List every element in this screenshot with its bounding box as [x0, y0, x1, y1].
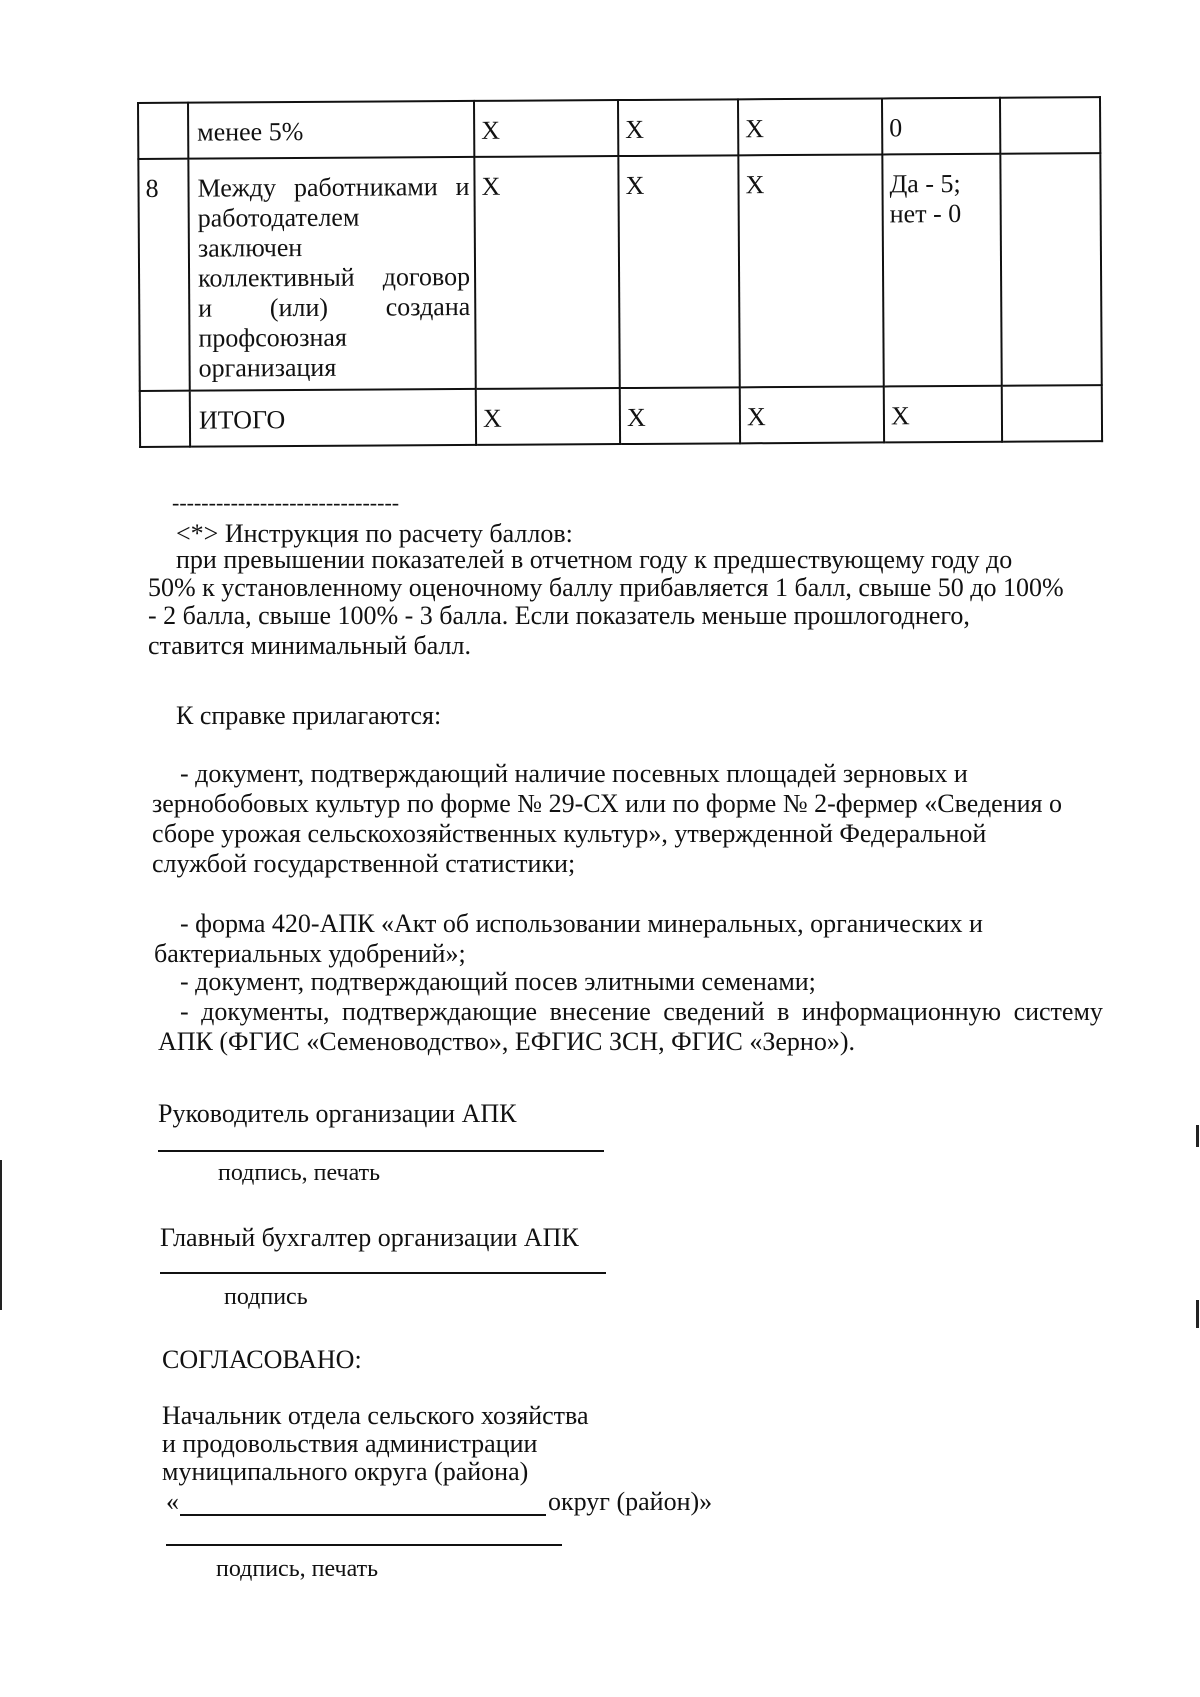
- footnote-line: ставится минимальный балл.: [148, 631, 471, 660]
- value-cell: X: [474, 100, 618, 157]
- row-number: [140, 391, 190, 447]
- chief-signature-line: [166, 1544, 562, 1546]
- attachment-line: сборе урожая сельскохозяйственных культур», утвержденной Федеральной: [152, 819, 987, 848]
- chief-title-line: муниципального округа (района): [162, 1457, 529, 1486]
- footnote-separator: -------------------------------: [172, 490, 400, 515]
- scan-edge-mark-right-2: [1196, 1300, 1199, 1328]
- criterion-line: Между работниками и: [197, 171, 470, 203]
- value-cell: X: [476, 388, 620, 445]
- criterion-line: работодателем: [197, 202, 360, 233]
- attachment-line: АПК (ФГИС «Семеноводство», ЕФГИС ЗСН, ФГИС «Зерно»).: [158, 1027, 855, 1056]
- attachment-line: - форма 420-АПК «Акт об использовании минеральных, органических и: [180, 909, 983, 938]
- scan-edge-mark-right: [1196, 1125, 1199, 1147]
- value-cell: X: [620, 387, 740, 444]
- footnote-line: при превышении показателей в отчетном году к предшествующему году до: [176, 545, 1013, 574]
- value-cell: X: [618, 99, 738, 156]
- total-label: ИТОГО: [198, 405, 286, 435]
- agreed-heading: СОГЛАСОВАНО:: [162, 1345, 362, 1374]
- row-number: [138, 103, 188, 159]
- district-label: округ (район)»: [548, 1487, 713, 1516]
- empty-cell: [1000, 153, 1101, 386]
- scan-edge-mark-left: [0, 1160, 2, 1310]
- attachment-line: - документ, подтверждающий наличие посевных площадей зерновых и: [180, 759, 968, 788]
- accountant-title: Главный бухгалтер организации АПК: [160, 1223, 579, 1252]
- head-signature-line: [158, 1150, 604, 1152]
- criterion-line: и (или) создана: [198, 291, 471, 323]
- attachment-line: службой государственной статистики;: [152, 849, 576, 878]
- score-table: [137, 96, 1103, 448]
- district-open-quote: «: [166, 1487, 179, 1516]
- criterion-cell: [188, 157, 475, 391]
- value-cell: X: [474, 156, 619, 389]
- score-cell: X: [884, 386, 1002, 443]
- head-signature-caption: подпись, печать: [218, 1160, 381, 1186]
- value-cell: X: [618, 155, 739, 388]
- footnote-heading: <*> Инструкция по расчету баллов:: [176, 519, 573, 548]
- chief-signature-caption: подпись, печать: [216, 1556, 379, 1582]
- criterion-line: заключен: [197, 232, 303, 263]
- district-name-line: [180, 1514, 546, 1516]
- attachment-line: - документ, подтверждающий посев элитными семенами;: [180, 967, 816, 996]
- table-row: [138, 153, 1101, 391]
- value-cell: X: [738, 98, 882, 155]
- attachment-line: бактериальных удобрений»;: [154, 939, 466, 968]
- row-number: 8: [138, 159, 189, 391]
- table-row: [140, 385, 1102, 447]
- criterion-line: организация: [198, 352, 337, 383]
- footnote-line: - 2 балла, свыше 100% - 3 балла. Если показатель меньше прошлогоднего,: [148, 601, 970, 630]
- value-cell: X: [740, 386, 884, 443]
- score-line: Да - 5;: [889, 168, 961, 199]
- criterion-line: коллективный договор: [197, 261, 471, 293]
- empty-cell: [1002, 385, 1102, 442]
- chief-title-line: и продовольствия администрации: [162, 1429, 538, 1458]
- score-cell: 0: [882, 98, 1000, 155]
- criterion-text: менее 5%: [197, 116, 304, 147]
- criterion-cell: [188, 101, 474, 159]
- score-cell: [882, 154, 1001, 387]
- criterion-cell: [190, 389, 476, 447]
- score-line: нет - 0: [889, 198, 962, 229]
- attachments-heading: К справке прилагаются:: [176, 701, 442, 730]
- empty-cell: [1000, 97, 1100, 154]
- attachment-line: зернобобовых культур по форме № 29-СХ или по форме № 2-фермер «Сведения о: [152, 789, 1063, 818]
- value-cell: X: [738, 154, 883, 387]
- accountant-signature-caption: подпись: [224, 1284, 308, 1310]
- footnote-line: 50% к установленному оценочному баллу прибавляется 1 балл, свыше 50 до 100%: [148, 573, 1064, 602]
- attachment-line: - документы, подтверждающие внесение сведений в информационную систему: [180, 997, 1103, 1026]
- table-row: [138, 97, 1100, 159]
- accountant-signature-line: [160, 1272, 606, 1274]
- criterion-line: профсоюзная: [198, 322, 347, 353]
- chief-title-line: Начальник отдела сельского хозяйства: [162, 1401, 589, 1430]
- head-signatory-title: Руководитель организации АПК: [158, 1099, 517, 1128]
